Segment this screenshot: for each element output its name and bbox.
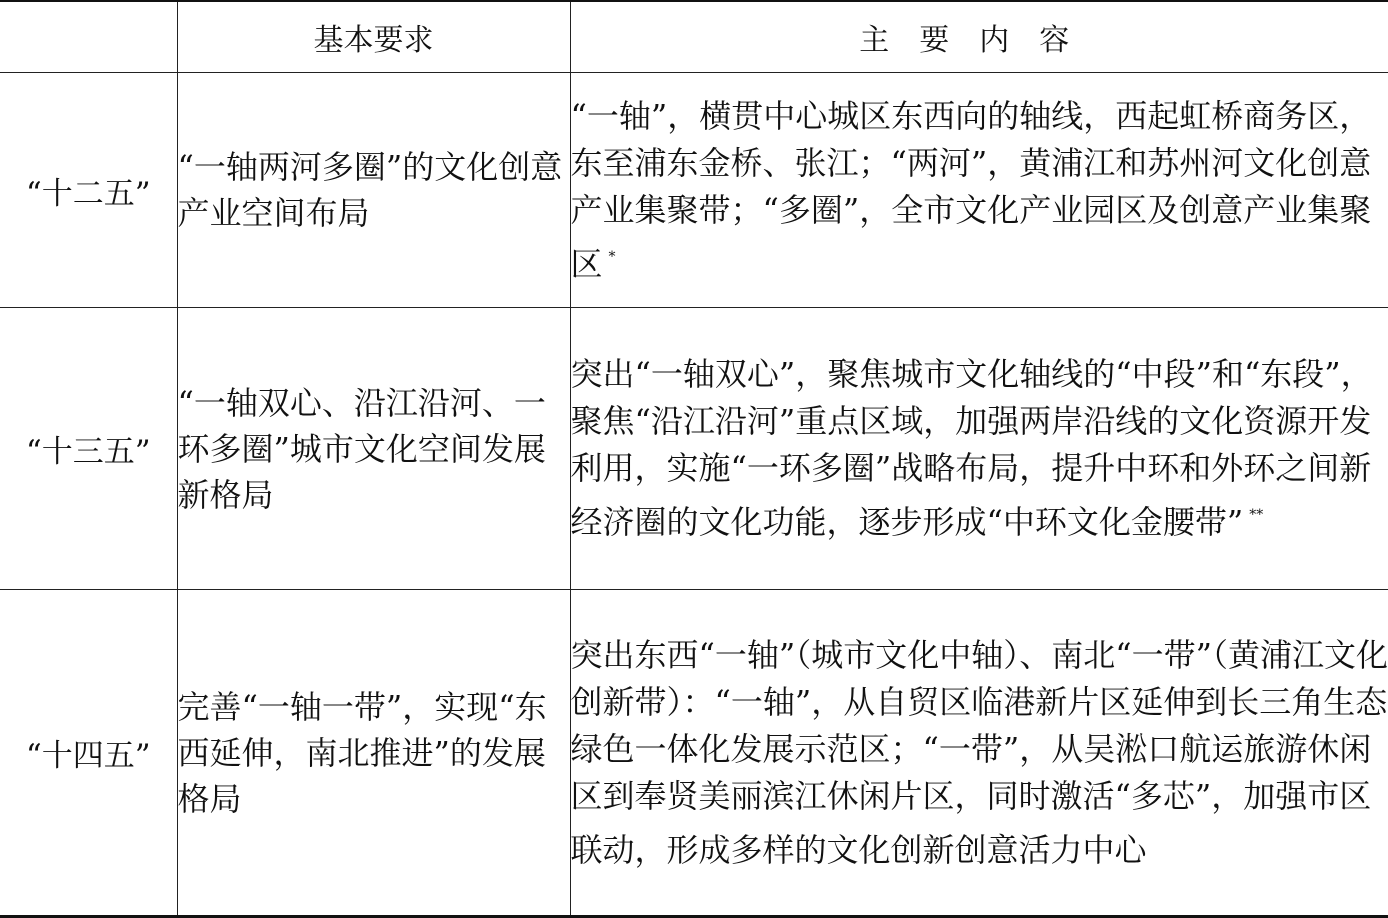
footnote-marker: *	[608, 248, 616, 265]
table-row	[0, 590, 1388, 917]
requirement-cell: 完善“一轴一带”，实现“东西延伸，南北推进”的发展格局	[177, 590, 570, 917]
requirement-cell: “一轴双心、沿江沿河、一环多圈”城市文化空间发展新格局	[177, 308, 570, 590]
footnote-marker: **	[1249, 507, 1264, 523]
content-text: “一轴”，横贯中心城区东西向的轴线，西起虹桥商务区，东至浦东金桥、张江；“两河”，黄浦江和苏州河文化创意产业集聚带；“多圈”，全市文化产业园区及创意产业集聚区	[570, 96, 1372, 283]
content-text: 突出东西“一轴”（城市文化中轴）、南北“一带”（黄浦江文化创新带）：“一轴”，从自贸区临港新片区延伸到长三角生态绿色一体化发展示范区；“一带”，从吴淞口航运旅游休闲区到奉贤美丽滨江休闲片区，同时激活“多芯”，加强市区联动，形成多样的文化创新创意活力中心	[570, 635, 1388, 869]
period-cell: “十三五”	[25, 434, 151, 470]
table-row	[0, 73, 1388, 308]
period-cell: “十四五”	[25, 738, 151, 774]
content-cell	[570, 590, 1388, 917]
requirement-cell: “一轴两河多圈”的文化创意产业空间布局	[177, 73, 570, 308]
content-text: 突出“一轴双心”，聚焦城市文化轴线的“中段”和“东段”，聚焦“沿江沿河”重点区域，加强两岸沿线的文化资源开发利用，实施“一环多圈”战略布局，提升中环和外环之间新经济圈的文化功能，逐步形成“中环文化金腰带”	[570, 355, 1373, 541]
period-cell: “十二五”	[25, 175, 151, 212]
content-cell	[570, 73, 1388, 308]
header-row	[0, 1, 1388, 73]
content-cell	[570, 308, 1388, 590]
table-row	[0, 308, 1388, 590]
header-content: 主要内容	[570, 1, 1388, 73]
header-period	[0, 1, 177, 73]
header-requirement: 基本要求	[177, 1, 570, 73]
